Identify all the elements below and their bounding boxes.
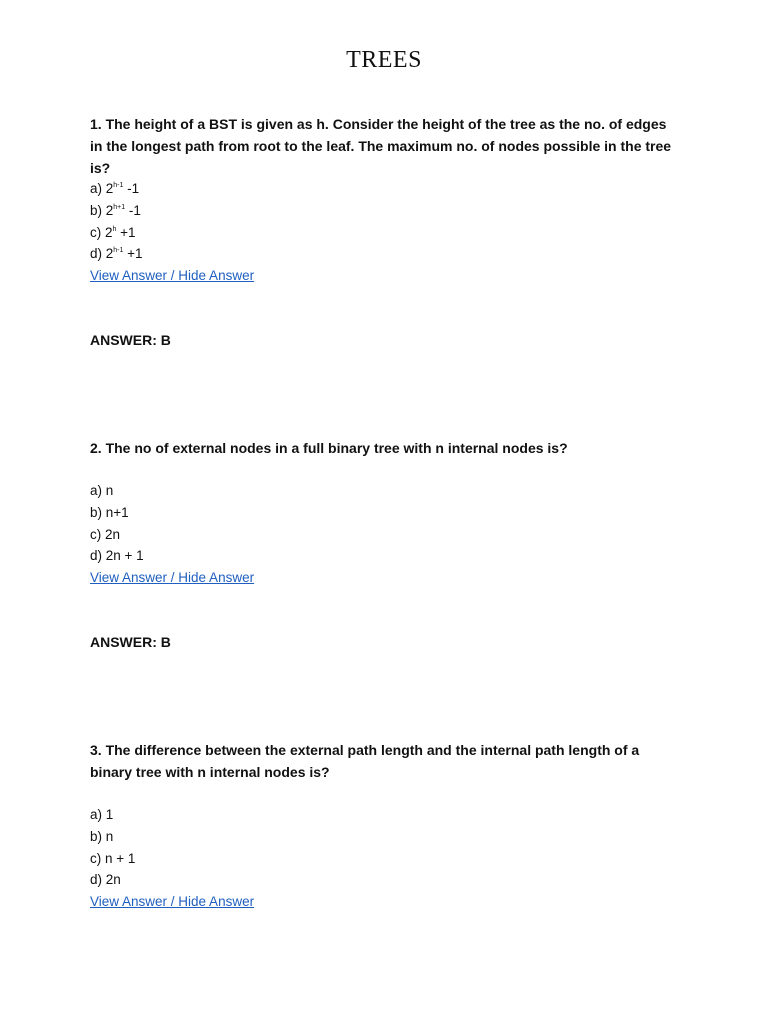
question-2-option-a: a) n [90,483,114,498]
question-1-option-b: b) $2^{h+1}$ -1 [90,202,141,218]
question-1-option-d: d) $2^{h-1} +1$ [90,246,143,262]
question-2-toggle-answer-link[interactable]: View Answer / Hide Answer [90,570,255,585]
question-2-text: 2. The no of external nodes in a full binary tree with n internal nodes is? [90,440,568,456]
question-1-options [90,178,390,265]
page-title: TREES [346,47,422,73]
question-1-text: 1. The height of a BST is given as h. Consider the height of the tree as the no. of edges in the longest path from root to the leaf. The maximum no. of nodes possible in the tree is? [90,116,672,176]
question-3-option-c: c) n + 1 [90,850,136,866]
question-3-option-d: d) 2n [90,872,121,888]
question-3-text: 3. The difference between the external path length and the internal path length of a binary tree with n internal nodes is? [90,742,640,780]
question-3-options [90,804,390,891]
question-2-option-d: d) 2n + 1 [90,548,144,564]
question-1-toggle-answer-link[interactable]: View Answer / Hide Answer [90,268,255,283]
question-2-answer: ANSWER: B [90,634,171,650]
question-1-option-c: c) $2^h +1$ [90,224,136,240]
question-2-option-c: c) 2n [90,526,121,542]
question-1-option-a: a) 2$^{h-1}$ -1 [90,181,140,196]
question-3-toggle-answer-link[interactable]: View Answer / Hide Answer [90,894,255,909]
question-2-options [90,480,390,567]
question-2-option-b: b) n+1 [90,504,129,520]
question-3-option-a: a) 1 [90,807,114,822]
question-1-answer: ANSWER: B [90,332,171,348]
question-3-option-b: b) n [90,828,114,844]
